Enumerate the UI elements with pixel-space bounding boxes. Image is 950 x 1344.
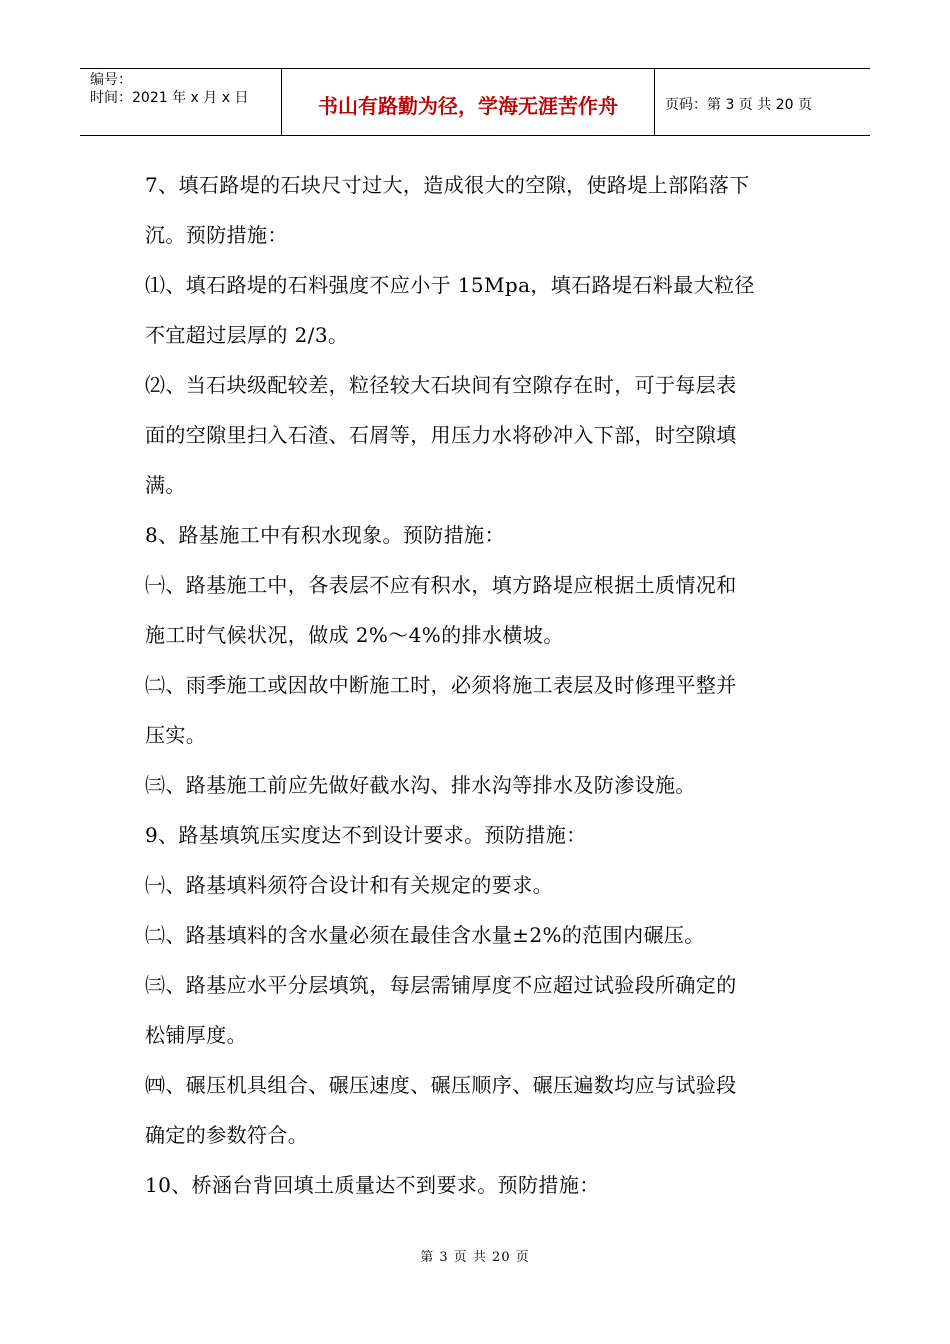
document-body	[145, 160, 810, 1210]
body-line: ㈠、路基填料须符合设计和有关规定的要求。	[145, 873, 553, 897]
body-line: ⑵、当石块级配较差，粒径较大石块间有空隙存在时，可于每层表	[145, 373, 737, 397]
body-line: ㈢、路基应水平分层填筑，每层需铺厚度不应超过试验段所确定的	[145, 973, 737, 997]
body-line: ㈠、路基施工中，各表层不应有积水，填方路堤应根据土质情况和	[145, 573, 737, 597]
body-line: 确定的参数符合。	[145, 1123, 309, 1147]
header-page-cell	[655, 69, 870, 135]
header-table	[80, 68, 870, 136]
body-line: ㈡、路基填料的含水量必须在最佳含水量±2%的范围内碾压。	[145, 923, 705, 947]
body-line: 10、桥涵台背回填土质量达不到要求。预防措施：	[145, 1173, 600, 1197]
body-line: ㈡、雨季施工或因故中断施工时，必须将施工表层及时修理平整并	[145, 673, 737, 697]
header-motto-cell	[282, 69, 655, 135]
body-line: ⑴、填石路堤的石料强度不应小于 15Mpa，填石路堤石料最大粒径	[145, 273, 755, 297]
body-line: 压实。	[145, 723, 207, 747]
footer-page-number: 第 3 页 共 20 页	[420, 1250, 530, 1265]
body-line: 不宜超过层厚的 2/3。	[145, 323, 349, 347]
body-line: 8、路基施工中有积水现象。预防措施：	[145, 523, 505, 547]
body-line: 松铺厚度。	[145, 1023, 247, 1047]
body-line: ㈢、路基施工前应先做好截水沟、排水沟等排水及防渗设施。	[145, 773, 696, 797]
document-time-label: 时间：2021 年 x 月 x 日	[90, 90, 249, 106]
body-line: 面的空隙里扫入石渣、石屑等，用压力水将砂冲入下部，时空隙填	[145, 423, 737, 447]
body-line: 9、路基填筑压实度达不到设计要求。预防措施：	[145, 823, 587, 847]
header-info-cell	[80, 69, 282, 135]
body-line: 沉。预防措施：	[145, 223, 288, 247]
document-number-label: 编号：	[90, 72, 132, 88]
body-line: ㈣、碾压机具组合、碾压速度、碾压顺序、碾压遍数均应与试验段	[145, 1073, 737, 1097]
body-line: 施工时气候状况，做成 2%～4%的排水横坡。	[145, 623, 564, 647]
header-motto: 书山有路勤为径，学海无涯苦作舟	[318, 93, 618, 118]
page-footer	[0, 1246, 950, 1265]
header-page-label: 页码：第 3 页 共 20 页	[665, 97, 812, 113]
body-line: 7、填石路堤的石块尺寸过大，造成很大的空隙，使路堤上部陷落下	[145, 173, 750, 197]
body-line: 满。	[145, 473, 186, 497]
